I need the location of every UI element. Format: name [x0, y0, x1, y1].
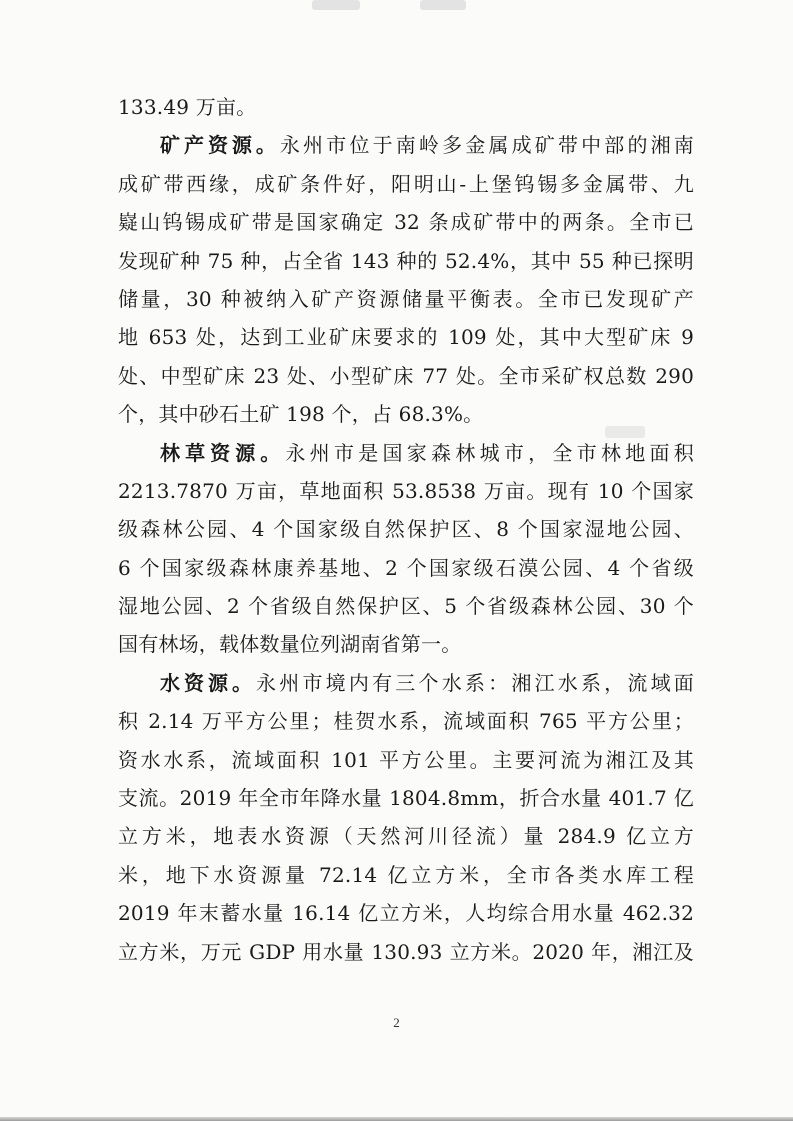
text-line: 发现矿种 75 种，占全省 143 种的 52.4%，其中 55 种已探明 [118, 248, 694, 273]
scan-artifact [312, 0, 360, 10]
text-line: 个，其中砂石土矿 198 个，占 68.3%。 [118, 402, 484, 427]
text-line: 国有林场，载体数量位列湖南省第一。 [118, 632, 462, 657]
text-line: 立方米，万元 GDP 用水量 130.93 立方米。2020 年，湘江及 [118, 939, 694, 964]
text-line: 储量，30 种被纳入矿产资源储量平衡表。全市已发现矿产 [118, 286, 694, 311]
section-start-line: 矿产资源。永州市位于南岭多金属成矿带中部的湘南 [160, 133, 695, 158]
text-line: 积 2.14 万平方公里；桂贺水系，流域面积 765 平方公里； [118, 709, 694, 734]
page-number: 2 [393, 1015, 400, 1030]
text-line: 支流。2019 年全市年降水量 1804.8mm，折合水量 401.7 亿 [118, 786, 694, 811]
text-line: 133.49 万亩。 [118, 95, 257, 119]
text-line: 2019 年末蓄水量 16.14 亿立方米，人均综合用水量 462.32 [118, 901, 694, 926]
text-line: 湿地公园、2 个省级自然保护区、5 个省级森林公园、30 个 [118, 594, 694, 619]
text-line: 级森林公园、4 个国家级自然保护区、8 个国家湿地公园、 [118, 517, 694, 542]
scan-artifact [420, 0, 466, 10]
text-line: 嶷山钨锡成矿带是国家确定 32 条成矿带中的两条。全市已 [118, 210, 694, 235]
text-line: 地 653 处，达到工业矿床要求的 109 处，其中大型矿床 9 [118, 325, 694, 350]
section-start-line: 林草资源。永州市是国家森林城市，全市林地面积 [160, 440, 695, 465]
section-start-line: 水资源。永州市境内有三个水系：湘江水系，流域面 [160, 670, 694, 695]
section-heading: 林草资源。 [160, 440, 286, 465]
scan-edge [0, 1117, 793, 1121]
text-line: 米，地下水资源量 72.14 亿立方米，全市各类水库工程 [118, 862, 694, 887]
section-heading: 水资源。 [160, 670, 257, 695]
body-text [118, 88, 694, 971]
text-line: 成矿带西缘，成矿条件好，阳明山-上堡钨锡多金属带、九 [118, 171, 694, 196]
section-heading: 矿产资源。 [160, 133, 280, 158]
text-line: 资水水系，流域面积 101 平方公里。主要河流为湘江及其 [118, 747, 694, 772]
text-line: 6 个国家级森林康养基地、2 个国家级石漠公园、4 个省级 [118, 555, 694, 580]
text-line: 处、中型矿床 23 处、小型矿床 77 处。全市采矿权总数 290 [118, 363, 694, 388]
text-line: 2213.7870 万亩，草地面积 53.8538 万亩。现有 10 个国家 [118, 478, 694, 503]
text-line: 立方米，地表水资源（天然河川径流）量 284.9 亿立方 [118, 824, 694, 849]
